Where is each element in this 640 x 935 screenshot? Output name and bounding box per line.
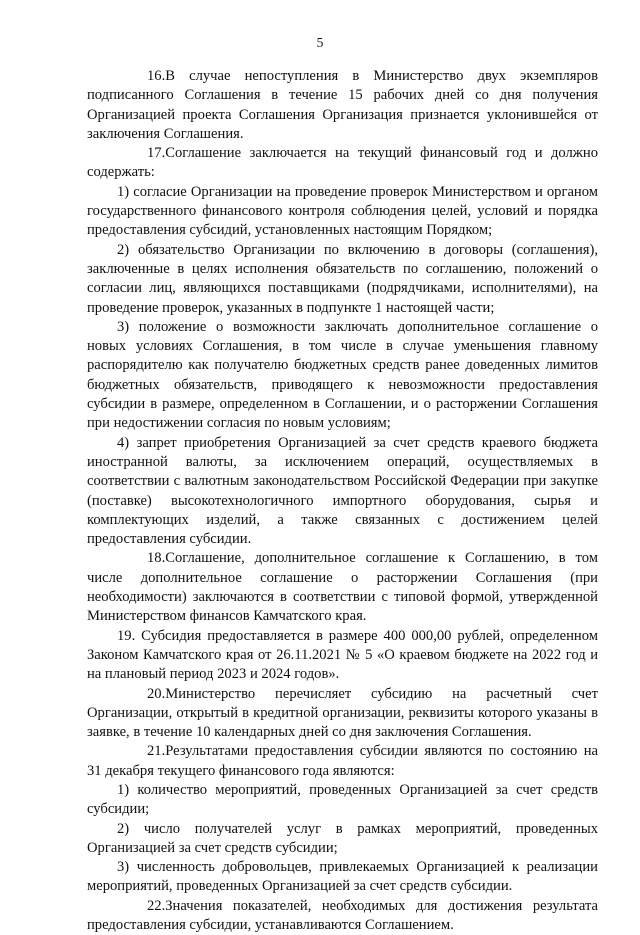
paragraph-17-item-4 <box>87 434 598 550</box>
paragraph-21-item-1 <box>87 781 598 820</box>
paragraph-17-item-3 <box>87 318 598 434</box>
paragraph-number: 16. <box>147 68 166 84</box>
paragraph-text: Министерство перечисляет субсидию на расчетный счет Организации, открытый в кредитной организации, реквизиты которого указаны в заявке, в течение 10 календарных дней со дня заключения Соглашения. <box>87 685 598 741</box>
paragraph-number: 22. <box>147 897 166 914</box>
paragraph-text: В случае непоступления в Министерство двух экземпляров подписанного Соглашения в течение 15 рабочих дней со дня получения Организацией проекта Соглашения Организация признается уклонившейся от заключения Соглашения. <box>87 68 598 142</box>
paragraph-text: 1) количество мероприятий, проведенных Организацией за счет средств субсидии; <box>87 781 598 818</box>
paragraph-text: Соглашение, дополнительное соглашение к Соглашению, в том числе дополнительное соглашение о расторжении Соглашения (при необходимости) заключаются в соответствии с типовой формой, утвержденной Министерством финансов Камчатского края. <box>87 550 598 625</box>
paragraph-text: 2) число получателей услуг в рамках мероприятий, проведенных Организацией за счет средств субсидии; <box>87 820 598 856</box>
paragraph-number: 17. <box>147 145 166 162</box>
paragraph-text: 3) численность добровольцев, привлекаемых Организацией к реализации мероприятий, проведенных Организацией за счет средств субсидии. <box>87 859 598 895</box>
paragraph-21-item-3 <box>87 858 598 897</box>
paragraph-text: Результатами предоставления субсидии являются по состоянию на 31 декабря текущего финансового года являются: <box>87 743 598 779</box>
paragraph-text: Субсидия предоставляется в размере 400 000,00 рублей, определенном Законом Камчатского края от 26.11.2021 № 5 «О краевом бюджете на 2022 год и на плановый период 2023 и 2024 годов». <box>87 627 598 683</box>
paragraph-18 <box>87 549 598 626</box>
paragraph-text: 3) положение о возможности заключать дополнительное соглашение о новых условиях Соглашения, в том числе в случае уменьшения главному распорядителю как получателю бюджетных средств ранее доведенных лимитов бюджетных обязательств, приводящего к невозможности предоставления субсидии в размере, определенном в Соглашении, и о расторжении Соглашения при недостижении согласия по новым условиям; <box>87 318 598 432</box>
paragraph-number: 18. <box>147 550 166 567</box>
paragraph-16 <box>87 67 598 144</box>
paragraph-number: 20. <box>147 685 166 702</box>
paragraph-text: 2) обязательство Организации по включению в договоры (соглашения), заключенные в целях исполнения обязательств по соглашению, положений о согласии лиц, являющихся поставщиками (подрядчиками, исполнителями), на проведение проверок, указанных в подпункте 1 настоящей части; <box>87 241 598 316</box>
paragraph-text: Значения показателей, необходимых для достижения результата предоставления субсидии, устанавливаются Соглашением. <box>87 897 598 934</box>
paragraph-17-item-1 <box>87 183 598 241</box>
paragraph-21 <box>87 742 598 781</box>
paragraph-17-item-2 <box>87 241 598 318</box>
paragraph-text: 4) запрет приобретения Организацией за счет средств краевого бюджета иностранной валюты, за исключением операций, осуществляемых в соответствии с валютным законодательством Российской Федерации при закупке (поставке) высокотехнологичного импортного оборудования, сырья и комплектующих изделий, а также связанных с достижением целей предоставления субсидии. <box>87 434 598 548</box>
paragraph-number: 21. <box>147 743 166 760</box>
paragraph-22 <box>87 897 598 935</box>
paragraph-21-item-2 <box>87 820 598 859</box>
paragraph-20 <box>87 685 598 743</box>
document-body <box>87 67 598 935</box>
page-number: 5 <box>316 35 324 50</box>
paragraph-19 <box>87 627 598 685</box>
paragraph-text: 1) согласие Организации на проведение проверок Министерством и органом государственного финансового контроля соблюдения целей, условий и порядка предоставления субсидий, установленных настоящим Порядком; <box>87 183 598 239</box>
paragraph-text: Соглашение заключается на текущий финансовый год и должно содержать: <box>87 145 598 181</box>
paragraph-17 <box>87 144 598 183</box>
paragraph-number: 19. <box>117 627 136 644</box>
